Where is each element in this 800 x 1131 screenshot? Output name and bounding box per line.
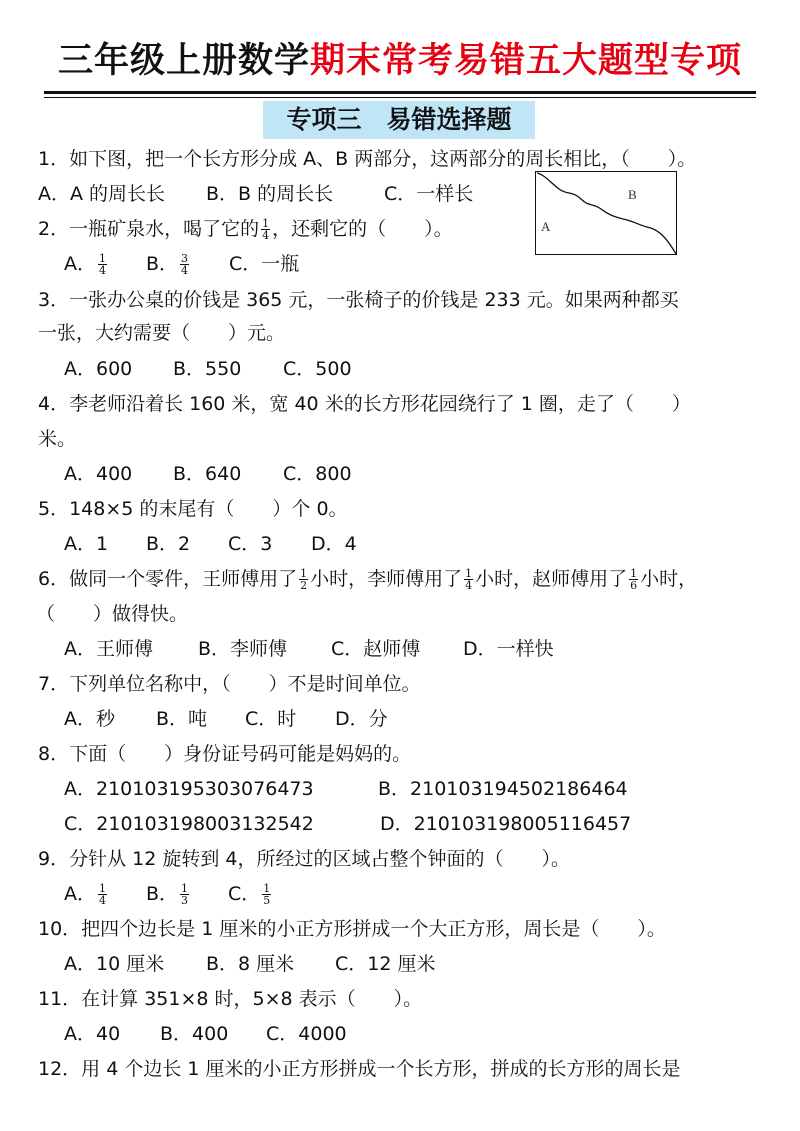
q11-option-b: B．400 [160,1023,229,1045]
q4-option-a: A．400 [64,463,133,485]
question-1-text: 1．如下图，把一个长方形分成 A、B 两部分，这两部分的周长相比，（ ）。 [38,148,697,170]
fraction: $\frac{1}{4}$ [262,217,270,242]
question-2-text: 2．一瓶矿泉水，喝了它的 $\frac{1}{4}$ ，还剩它的（ ）。 [38,217,453,242]
question-3-text-line1: 3．一张办公桌的价钱是 365 元，一张椅子的价钱是 233 元。如果两种都买 [38,289,679,311]
q7-option-b: B．吨 [156,708,208,730]
q9-option-b: B． $\frac{1}{3}$ [146,882,189,907]
q7-option-a: A．秒 [64,708,115,730]
question-8-text: 8．下面（ ）身份证号码可能是妈妈的。 [38,743,412,765]
q6-option-d: D．一样快 [463,638,554,660]
q10-option-c: C．12 厘米 [335,953,436,975]
fraction: $\frac{1}{2}$ [300,567,308,592]
question-6-text-line2: （ ）做得快。 [36,603,189,625]
q11-option-c: C．4000 [266,1023,347,1045]
title-rule-thin [44,97,756,98]
q1-option-b: B．B 的周长长 [206,183,334,205]
q1-option-c: C．一样长 [384,183,474,205]
question-10-text: 10．把四个边长是 1 厘米的小正方形拼成一个大正方形，周长是（ ）。 [38,918,666,940]
diagram-label-b: B [628,187,637,202]
q9-option-a: A． $\frac{1}{4}$ [64,882,106,907]
q9-option-c: C． $\frac{1}{5}$ [228,882,271,907]
question-9-text: 9．分针从 12 旋转到 4，所经过的区域占整个钟面的（ ）。 [38,848,570,870]
q5-option-c: C．3 [228,533,273,555]
question-6-text-line1: 6．做同一个零件，王师傅用了 $\frac{1}{2}$ 小时，李师傅用了 $\frac{1}{4}$ 小时，赵师傅用了 $\frac{1}{6}$ 小时， [38,567,698,592]
title-rule-thick [44,91,756,94]
fraction: $\frac{1}{5}$ [263,882,271,907]
section-heading: 专项三 易错选择题 [263,101,535,139]
question-3-text-line2: 一张，大约需要（ ）元。 [38,322,286,344]
q5-option-a: A．1 [64,533,109,555]
diagram-label-a: A [541,219,551,234]
q8-option-d: D．210103198005116457 [380,813,632,835]
q5-option-d: D．4 [311,533,357,555]
q1-option-a: A．A 的周长长 [38,183,166,205]
fraction: $\frac{1}{3}$ [181,882,189,907]
q8-option-a: A．210103195303076473 [64,778,314,800]
question-12-text: 12．用 4 个边长 1 厘米的小正方形拼成一个长方形，拼成的长方形的周长是 [38,1058,681,1080]
q2-option-b: B． $\frac{3}{4}$ [146,252,189,277]
fraction: $\frac{1}{4}$ [99,882,106,907]
q2-option-c: C．一瓶 [229,253,300,275]
fraction: $\frac{1}{4}$ [465,567,473,592]
q10-option-a: A．10 厘米 [64,953,165,975]
q10-option-b: B．8 厘米 [206,953,295,975]
fraction: $\frac{3}{4}$ [181,252,189,277]
question-5-text: 5．148×5 的末尾有（ ）个 0。 [38,498,348,520]
q6-option-c: C．赵师傅 [331,638,421,660]
q8-option-b: B．210103194502186464 [378,778,628,800]
title-red-part: 期末常考易错五大题型专项 [310,41,743,81]
q4-option-c: C．800 [283,463,352,485]
q6-option-b: B．李师傅 [198,638,288,660]
q6-option-a: A．王师傅 [64,638,153,660]
fraction: $\frac{1}{6}$ [630,567,638,592]
q3-option-c: C．500 [283,358,352,380]
fraction: $\frac{1}{4}$ [99,252,106,277]
q5-option-b: B．2 [146,533,191,555]
q8-option-c: C．210103198003132542 [64,813,314,835]
question-4-text-line1: 4．李老师沿着长 160 米，宽 40 米的长方形花园绕行了 1 圈，走了（ ） [38,393,691,415]
q2-option-a: A． $\frac{1}{4}$ [64,252,106,277]
page-title [0,38,800,84]
question-11-text: 11．在计算 351×8 时，5×8 表示（ ）。 [38,988,423,1010]
q4-option-b: B．640 [173,463,242,485]
q7-option-d: D．分 [335,708,388,730]
question-4-text-line2: 米。 [38,428,77,450]
q3-option-a: A．600 [64,358,133,380]
q11-option-a: A．40 [64,1023,121,1045]
title-black-part: 三年级上册数学 [57,41,310,81]
q3-option-b: B．550 [173,358,242,380]
rectangle-split-diagram [535,171,677,255]
question-7-text: 7．下列单位名称中，（ ）不是时间单位。 [38,673,421,695]
q7-option-c: C．时 [245,708,297,730]
